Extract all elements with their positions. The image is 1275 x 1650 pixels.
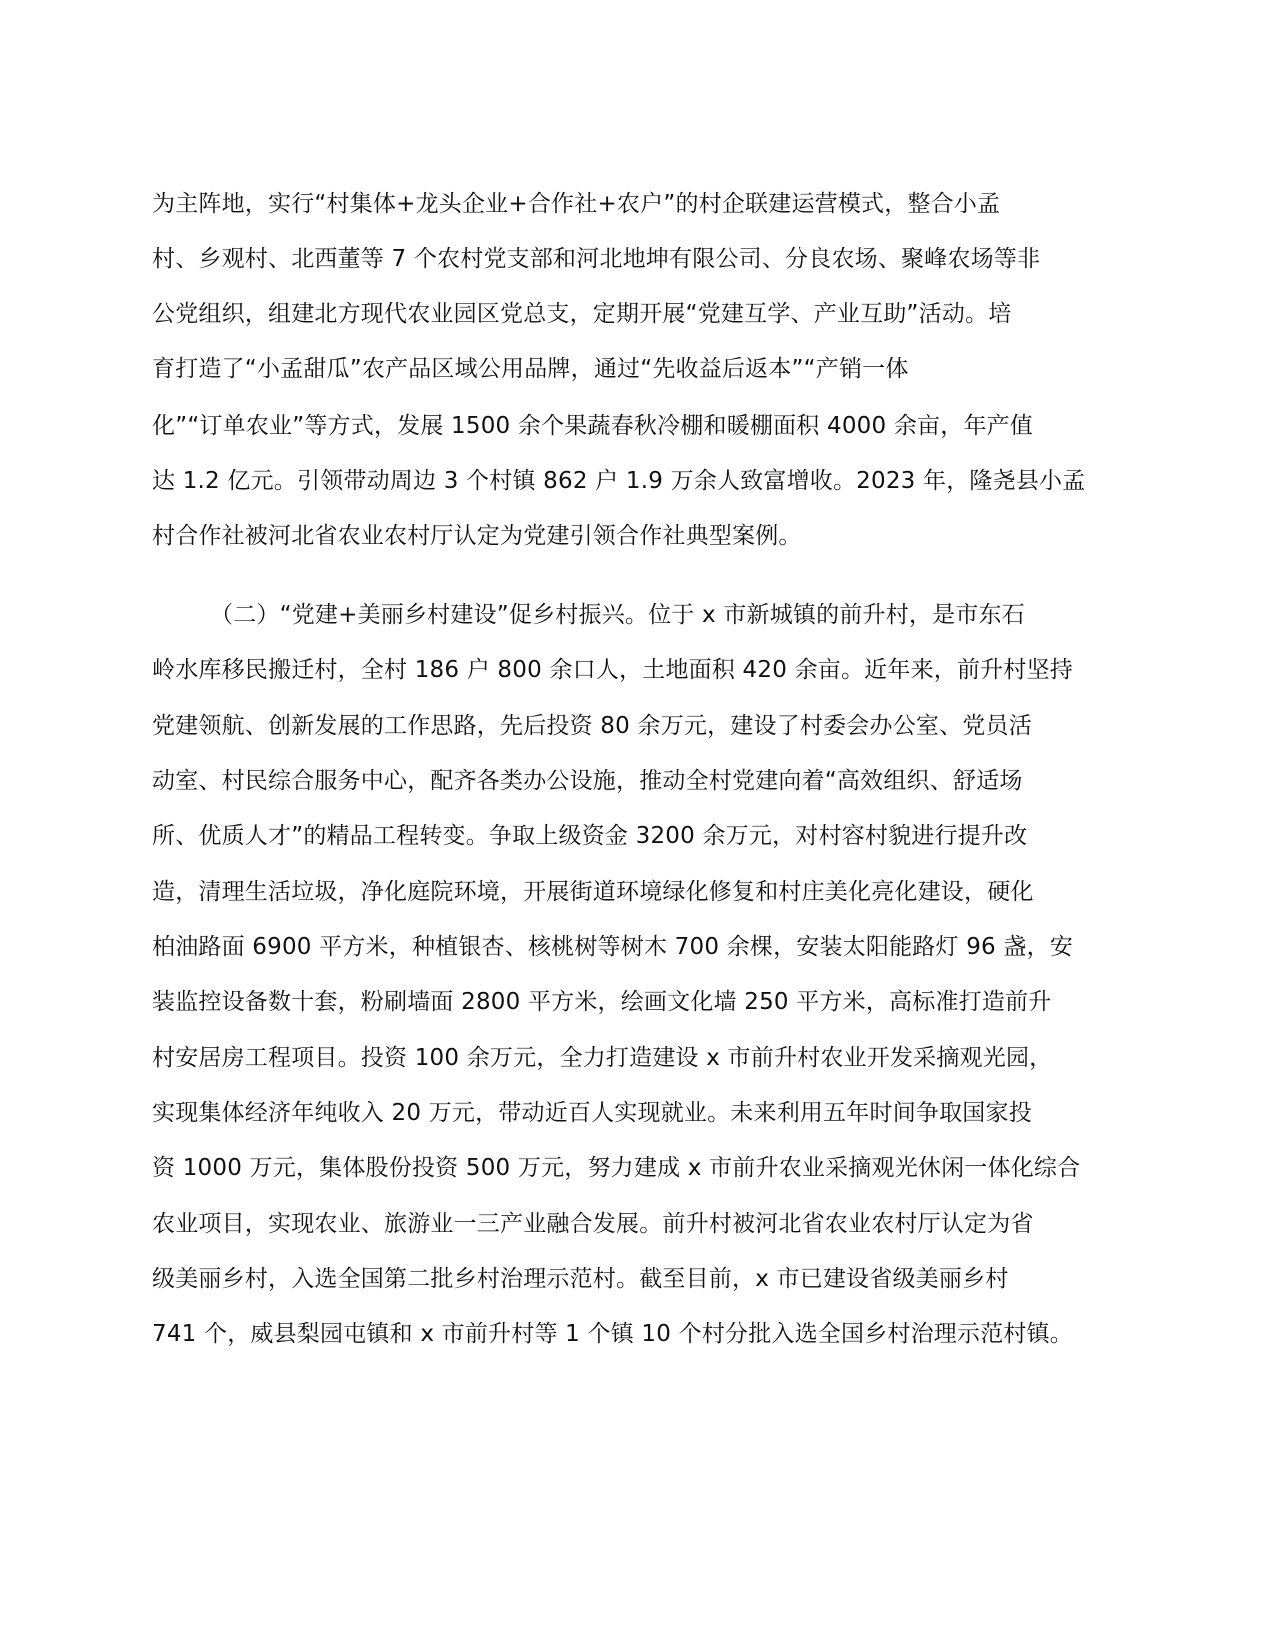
paragraph-line: 动室、村民综合服务中心，配齐各类办公设施，推动全村党建向着“高效组织、舒适场	[152, 768, 1023, 794]
paragraph-line: 为主阵地，实行“村集体+龙头企业+合作社+农户”的村企联建运营模式，整合小孟	[152, 191, 1001, 217]
paragraph-line: 达 1.2 亿元。引领带动周边 3 个村镇 862 户 1.9 万余人致富增收。2023 年，隆尧县小孟	[152, 468, 1086, 494]
paragraph-line: 农业项目，实现农业、旅游业一三产业融合发展。前升村被河北省农业农村厅认定为省	[152, 1211, 1034, 1237]
paragraph-line: 级美丽乡村，入选全国第二批乡村治理示范村。截至目前，x 市已建设省级美丽乡村	[152, 1266, 1009, 1292]
paragraph-line: 化”“订单农业”等方式，发展 1500 余个果蔬春秋冷棚和暖棚面积 4000 余亩，年产值	[152, 413, 1034, 439]
paragraph-line: 资 1000 万元，集体股份投资 500 万元，努力建成 x 市前升农业采摘观光休闲一体化综合	[152, 1155, 1081, 1181]
paragraph-line: 741 个，威县梨园屯镇和 x 市前升村等 1 个镇 10 个村分批入选全国乡村治理示范村镇。	[152, 1321, 1073, 1347]
paragraph-line: 村合作社被河北省农业农村厅认定为党建引领合作社典型案例。	[152, 523, 802, 549]
paragraph-line: 党建领航、创新发展的工作思路，先后投资 80 余万元，建设了村委会办公室、党员活	[152, 713, 1032, 739]
paragraph-line: 所、优质人才”的精品工程转变。争取上级资金 3200 余万元，对村容村貌进行提升改	[152, 823, 1028, 849]
paragraph-line: 柏油路面 6900 平方米，种植银杏、核桃树等树木 700 余棵，安装太阳能路灯 96 盏，安	[152, 934, 1073, 960]
paragraph-line: 岭水库移民搬迁村，全村 186 户 800 余口人，土地面积 420 余亩。近年来，前升村坚持	[152, 657, 1073, 683]
paragraph-line: 育打造了“小孟甜瓜”农产品区域公用品牌，通过“先收益后返本”“产销一体	[152, 356, 909, 382]
paragraph-line: 造，清理生活垃圾，净化庭院环境，开展街道环境绿化修复和村庄美化亮化建设，硬化	[152, 879, 1034, 905]
paragraph-line: 公党组织，组建北方现代农业园区党总支，定期开展“党建互学、产业互助”活动。培	[152, 301, 1012, 327]
paragraph-line: 村、乡观村、北西董等 7 个农村党支部和河北地坤有限公司、分良农场、聚峰农场等非	[152, 246, 1041, 272]
paragraph-line: 装监控设备数十套，粉刷墙面 2800 平方米，绘画文化墙 250 平方米，高标准打造前升	[152, 989, 1052, 1015]
paragraph-line: 村安居房工程项目。投资 100 余万元，全力打造建设 x 市前升村农业开发采摘观光园，	[152, 1045, 1053, 1071]
paragraph-line: 实现集体经济年纯收入 20 万元，带动近百人实现就业。未来利用五年时间争取国家投	[152, 1100, 1032, 1126]
paragraph-line: （二）“党建+美丽乡村建设”促乡村振兴。位于 x 市新城镇的前升村，是市东石	[210, 602, 1025, 628]
